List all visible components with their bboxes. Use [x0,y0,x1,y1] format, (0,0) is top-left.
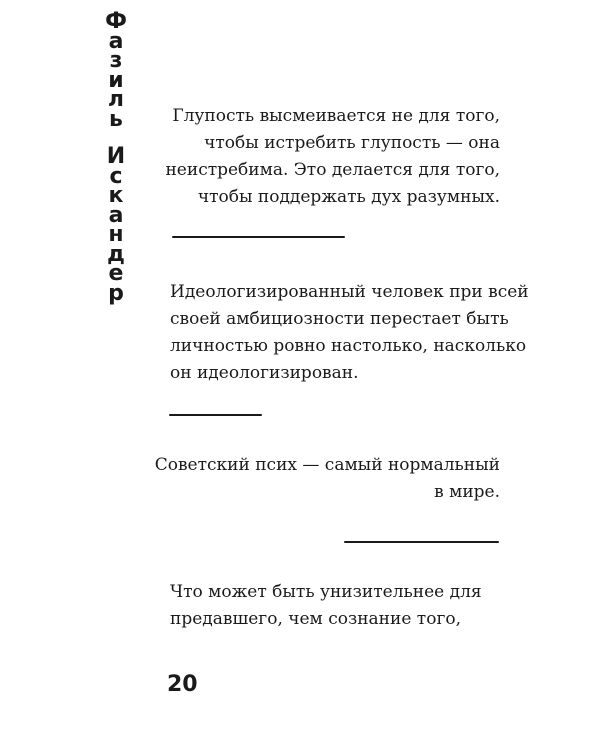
quote-line: Что может быть унизительнее для [170,582,482,602]
quote-line: неистребима. Это делается для того, [165,160,500,180]
author-first-name [105,9,127,132]
quote-line: он идеологизирован. [170,363,359,383]
author-letter: а [108,202,124,228]
separator-rule [344,541,499,543]
separator-rule [172,236,345,238]
author-letter: и [108,67,124,93]
quote-line: личностью ровно настолько, насколько [170,336,527,356]
author-letter: с [109,163,123,189]
author-letter: Ф [105,9,127,34]
quote-line: Глупость высмеивается не для того, [172,106,500,126]
quote-2 [170,279,529,387]
quote-line: Идеологизированный человек при всей [170,282,529,302]
separator-rule [169,414,262,416]
author-letter: к [108,183,124,208]
quote-4 [170,579,482,633]
quote-3 [155,452,500,506]
quote-line: предавшего, чем сознание того, [170,609,461,629]
quote-line: в мире. [434,482,500,502]
author-letter: л [107,87,125,112]
author-letter: д [107,241,125,267]
quote-line: чтобы поддержать дух разумных. [197,187,500,207]
quote-line: чтобы истребить глупость — она [204,133,500,153]
author-last-name [106,144,126,306]
author-letter: И [106,144,126,169]
quote-line: Советский псих — самый нормальный [154,455,500,475]
author-letter: р [108,280,124,306]
author-letter: е [108,261,124,286]
author-letter: з [109,48,123,73]
quote-line: своей амбициозности перестает быть [170,309,509,329]
page-number: 20 [167,672,198,697]
author-letter: ь [109,106,123,132]
running-author-name [104,9,128,306]
author-letter: н [108,222,124,247]
author-letter: а [108,28,124,54]
quote-1 [165,103,500,211]
